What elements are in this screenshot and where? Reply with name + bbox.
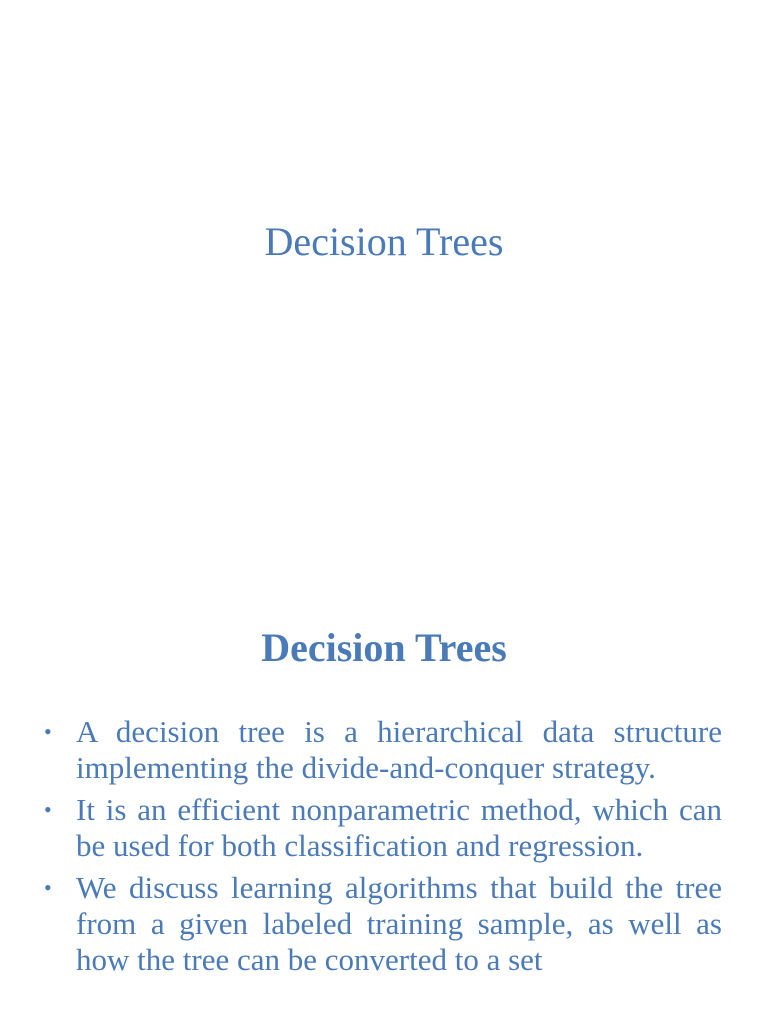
bullet-list bbox=[42, 714, 722, 984]
bullet-item bbox=[42, 792, 722, 864]
bullet-item bbox=[42, 714, 722, 786]
slide-heading: Decision Trees bbox=[261, 625, 507, 670]
bullet-icon: • bbox=[44, 797, 52, 822]
bullet-icon: • bbox=[44, 875, 52, 900]
slide-title: Decision Trees bbox=[264, 219, 504, 264]
bullet-item bbox=[42, 870, 722, 978]
bullet-text: A decision tree is a hierarchical data structure implementing the divide-and-conquer strategy. bbox=[76, 714, 722, 785]
bullet-text: It is an efficient nonparametric method, which can be used for both classification and regression. bbox=[76, 792, 722, 863]
bullet-text: We discuss learning algorithms that build the tree from a given labeled training sample, as well as how the tree can be converted to a set bbox=[76, 870, 722, 977]
content-slide bbox=[0, 576, 768, 1024]
bullet-icon: • bbox=[44, 719, 52, 744]
